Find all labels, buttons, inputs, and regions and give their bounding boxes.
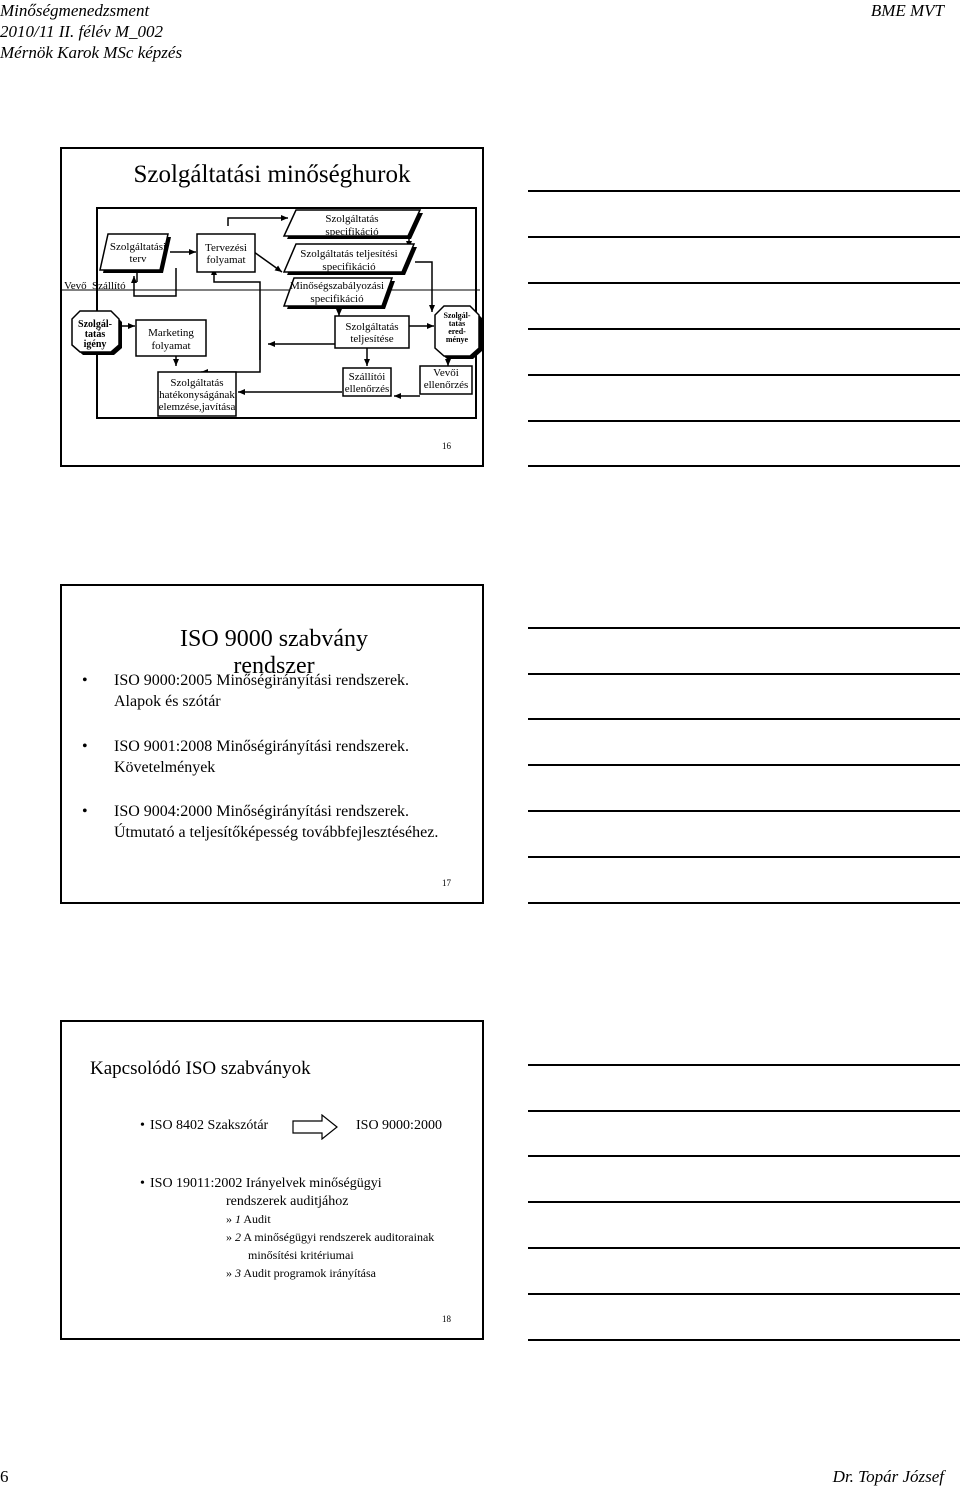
program-name: Mérnök Karok MSc képzés [0,43,183,62]
service-delivery-node [335,316,409,348]
bullet-iso-9000 [82,670,462,712]
qc-spec-line-1: Minőségszabályozási [289,280,385,292]
bullet-dot: • [82,672,88,689]
delivery-line-2: teljesítése [350,333,394,345]
analysis-line-1: Szolgáltatás [170,377,224,389]
bullet-line-2: Alapok és szótár [114,693,221,710]
iso-9000-label: ISO 9000:2000 [356,1118,442,1133]
need-line-3: igény [83,339,107,350]
bullet-iso-9004 [82,801,462,843]
supplier-label: Szállító [92,280,126,292]
delivery-line-1: Szolgáltatás [345,321,399,333]
bullet-dot: • [82,803,88,820]
effectiveness-analysis-node [158,372,236,416]
bullet-line-1: ISO 9001:2008 Minőségirányítási rendszerek. [114,738,410,755]
spec-line-1: Szolgáltatás [325,213,379,225]
sub-item-number: 1 [235,1212,241,1226]
customer-check-node [420,366,472,394]
design-process-node [197,234,255,272]
analysis-line-2: hatékonyságának [159,389,235,401]
bullet-line-2: Követelmények [114,759,216,776]
plan-line-1: Szolgáltatási [109,241,167,253]
sub-item-2: » 2 A minőségügyi rendszerek auditorainak [226,1230,435,1244]
sub-item-text: A minőségügyi rendszerek auditorainak [243,1230,435,1244]
slide-page-number: 16 [442,441,451,451]
perf-spec-line-2: specifikáció [322,261,376,273]
sub-item-text: Audit programok irányítása [243,1266,376,1280]
slide-iso-9000 [60,584,484,904]
design-line-1: Tervezési [205,242,247,254]
result-line-2: tatás [448,319,466,328]
analysis-line-3: elemzése,javítása [158,401,236,413]
service-need-node [72,311,122,355]
arrow-right-icon [292,1114,338,1140]
sub-item-1: » 1 Audit [226,1212,271,1226]
perf-spec-line-1: Szolgáltatás teljesítési [300,248,398,260]
slide-quality-loop [60,147,484,467]
bullet-dot: • [82,738,88,755]
sub-item-text: Audit [243,1212,271,1226]
iso-8402-label: ISO 8402 Szakszótár [150,1118,269,1133]
spec-line-2: specifikáció [325,226,379,238]
slide-page-number: 17 [442,878,451,888]
specification-stack [284,210,423,309]
slide-page-number: 18 [442,1314,451,1324]
slide-related-iso [60,1020,484,1340]
supplier-check-node [343,368,391,396]
plan-line-2: terv [129,253,147,265]
marketing-process-node [136,320,206,356]
slide-title: Kapcsolódó ISO szabványok [90,1058,311,1079]
iso-19011-line-2: rendszerek auditjához [226,1194,349,1209]
result-line-4: ménye [445,335,469,344]
author-name: Dr. Topár József [832,1467,944,1486]
sub-item-2-cont: minősítési kritériumai [248,1248,354,1262]
need-line-1: Szolgál- [78,319,112,330]
customer-check-line-1: Vevői [433,367,459,379]
slide-title: ISO 9000 szabvány rendszer [180,626,368,679]
service-plan-node [100,234,171,273]
bullet-line-1: ISO 9004:2000 Minőségirányítási rendszerek. [114,803,410,820]
design-line-2: folyamat [206,254,246,266]
marketing-line-2: folyamat [151,340,191,352]
result-line-1: Szolgál- [443,311,471,320]
qc-spec-line-2: specifikáció [310,293,364,305]
bullet-line-1: ISO 9000:2005 Minőségirányítási rendszerek. [114,672,410,689]
customer-label: Vevő [64,280,87,292]
supplier-check-line-1: Szállítói [348,371,386,383]
flow-diagram [60,147,484,467]
sub-item-3: » 3 Audit programok irányítása [226,1266,376,1280]
bullet-iso-9001 [82,736,462,778]
department: BME MVT [870,1,944,20]
supplier-check-line-2: ellenőrzés [344,383,390,395]
service-result-node [435,306,482,359]
bullet-line-2: Útmutató a teljesítőképesség továbbfejlesztéséhez. [114,824,439,841]
course-name: Minőségmenedzsment [0,1,150,20]
slide-title: Szolgáltatási minőséghurok [133,161,411,188]
iso-19011-line-1: ISO 19011:2002 Irányelvek minőségügyi [150,1176,382,1191]
result-line-3: ered- [448,327,466,336]
sub-item-number: 3 [235,1266,241,1280]
customer-check-line-2: ellenőrzés [423,379,469,391]
semester-code: 2010/11 II. félév M_002 [0,22,164,41]
bullet-dot: • [140,1176,145,1191]
page-number: 6 [0,1467,9,1486]
marketing-line-1: Marketing [148,327,194,339]
sub-item-number: 2 [235,1230,241,1244]
bullet-dot: • [140,1118,145,1133]
need-line-2: tatás [84,329,106,340]
